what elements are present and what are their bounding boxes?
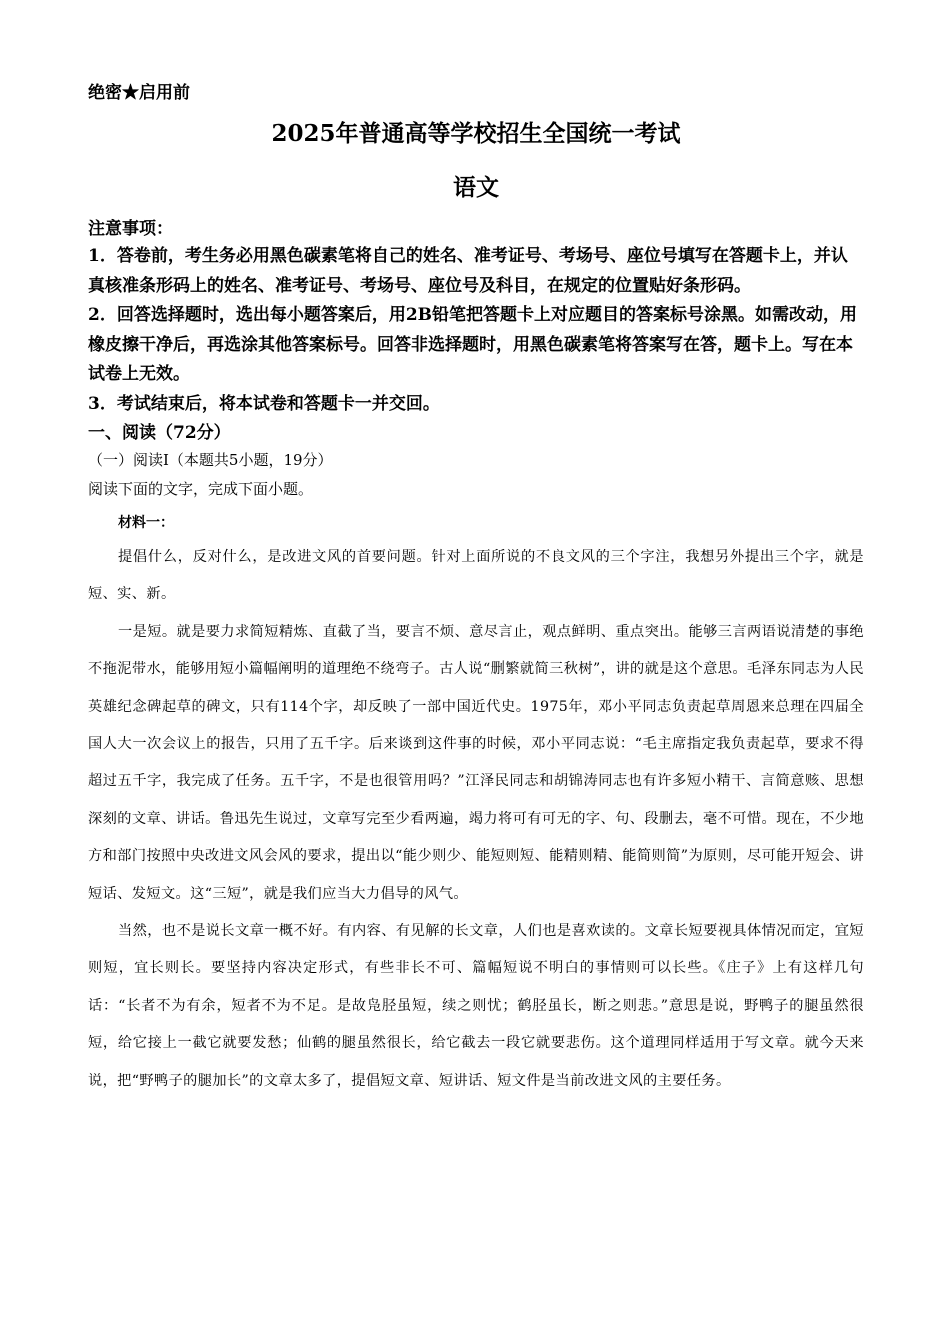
material-paragraph-2: 一是短。就是要力求简短精炼、直截了当，要言不烦、意尽言止，观点鲜明、重点突出。能够三言两语说清楚的事绝不拖泥带水，能够用短小篇幅阐明的道理绝不绕弯子。古人说“删繁就简三秋树”，讲的就是这个意思。毛泽东同志为人民英雄纪念碑起草的碑文，只有114个字，却反映了一部中国近代史。1975年，邓小平同志负责起草周恩来总理在四届全国人大一次会议上的报告，只用了五千字。后来谈到这件事的时候，邓小平同志说：“毛主席指定我负责起草，要求不得超过五千字，我完成了任务。五千字，不是也很管用吗？”江泽民同志和胡锦涛同志也有许多短小精干、言简意赅、思想深刻的文章、讲话。鲁迅先生说过，文章写完至少看两遍，竭力将可有可无的字、句、段删去，毫不可惜。现在，不少地方和部门按照中央改进文风会风的要求，提出以“能少则少、能短则短、能精则精、能简则简”为原则，尽可能开短会、讲短话、发短文。这“三短”，就是我们应当大力倡导的风气。 <box>88 623 864 902</box>
exam-title: 2025年普通高等学校招生全国统一考试 <box>271 120 681 147</box>
notice-heading: 注意事项： <box>88 219 173 239</box>
notice-block <box>88 216 864 419</box>
notice-item-1: 1．答卷前，考生务必用黑色碳素笔将自己的姓名、准考证号、考场号、座位号填写在答题卡上，并认真核准条形码上的姓名、准考证号、考场号、座位号及科目，在规定的位置贴好条形码。 <box>88 246 848 296</box>
secret-mark: 绝密★启用前 <box>88 83 190 103</box>
notice-item-2: 2．回答选择题时，选出每小题答案后，用2B铅笔把答题卡上对应题目的答案标号涂黑。如需改动，用橡皮擦干净后，再选涂其他答案标号。回答非选择题时，用黑色碳素笔将答案写在答，题卡上。写在本试卷上无效。 <box>88 305 858 384</box>
notice-item-3: 3．考试结束后，将本试卷和答题卡一并交回。 <box>88 393 440 414</box>
material-paragraph-3: 当然，也不是说长文章一概不好。有内容、有见解的长文章，人们也是喜欢读的。文章长短要视具体情况而定，宜短则短，宜长则长。要坚持内容决定形式，有些非长不可、篇幅短说不明白的事情则可以长些。《庄子》上有这样几句话：“长者不为有余，短者不为不足。是故凫胫虽短，续之则忧；鹤胫虽长，断之则悲。”意思是说，野鸭子的腿虽然很短，给它接上一截它就要发愁；仙鹤的腿虽然很长，给它截去一段它就要悲伤。这个道理同样适用于写文章。就今天来说，把“野鸭子的腿加长”的文章太多了，提倡短文章、短讲话、短文件是当前改进文风的主要任务。 <box>88 923 864 1089</box>
reading-instruction: 阅读下面的文字，完成下面小题。 <box>88 480 314 498</box>
reading-section <box>88 419 864 1100</box>
material-label: 材料一： <box>118 515 174 531</box>
section-heading: 一、阅读（72分） <box>88 423 231 443</box>
exam-page <box>88 80 864 1100</box>
sub-section-heading: （一）阅读I（本题共5小题，19分） <box>88 451 333 469</box>
material-paragraph-1: 提倡什么，反对什么，是改进文风的首要问题。针对上面所说的不良文风的三个字注，我想另外提出三个字，就是短、实、新。 <box>88 549 864 603</box>
subject-title: 语文 <box>453 174 499 201</box>
